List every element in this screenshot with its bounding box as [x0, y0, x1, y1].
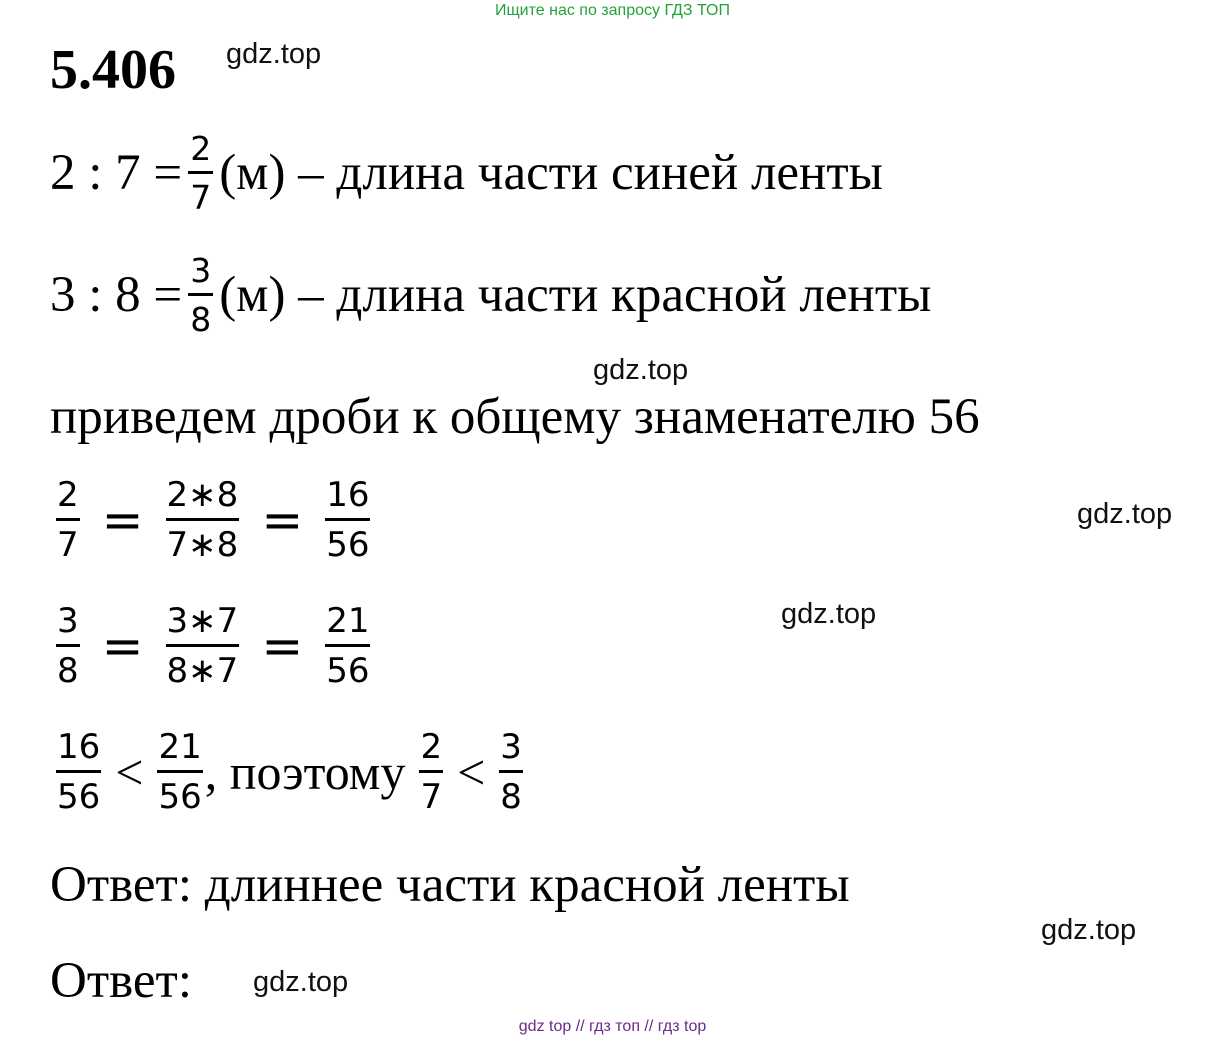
numerator: 2∗8 [166, 475, 239, 515]
equals-sign: = [101, 617, 144, 675]
numerator: 3 [57, 601, 79, 641]
numerator: 21 [326, 601, 370, 641]
watermark: gdz.top [226, 38, 322, 70]
answer-line [50, 856, 850, 914]
line-text: , поэтому [204, 744, 406, 800]
equals-sign: = [101, 491, 144, 549]
fraction-bar [166, 518, 240, 521]
fraction [188, 129, 213, 217]
fraction-bar [499, 770, 523, 773]
watermark: gdz.top [781, 598, 877, 630]
fraction-bar [166, 644, 240, 647]
denominator: 8 [190, 300, 212, 339]
answer-text: Ответ: [50, 953, 192, 1009]
line-text: (м) – длина части красной ленты [219, 267, 932, 323]
division-expression: 2 : 7 = [50, 145, 183, 201]
numerator: 16 [326, 475, 370, 515]
numerator: 21 [158, 727, 202, 767]
fraction-bar [56, 770, 101, 773]
fraction [56, 475, 80, 565]
answer-label [50, 952, 192, 1010]
fraction [325, 601, 370, 691]
denominator: 8∗7 [166, 651, 239, 691]
fraction [56, 727, 101, 817]
denominator: 7 [57, 525, 79, 565]
comparison-line [50, 727, 529, 817]
fraction-bar [188, 293, 213, 296]
top-banner: Ищите нас по запросу ГДЗ ТОП [495, 2, 730, 19]
denominator: 7 [190, 178, 212, 217]
fraction [56, 601, 80, 691]
fraction [157, 727, 202, 817]
equals-sign: = [261, 617, 304, 675]
numerator: 2 [190, 129, 212, 168]
fraction [325, 475, 370, 565]
fraction-bar [56, 518, 80, 521]
numerator: 3 [500, 727, 522, 767]
numerator: 3∗7 [166, 601, 239, 641]
equation-3-8 [50, 601, 376, 691]
denominator: 56 [326, 651, 370, 691]
division-expression: 3 : 8 = [50, 267, 183, 323]
solution-line-blue [50, 129, 883, 217]
watermark: gdz.top [1041, 914, 1137, 946]
line-text: (м) – длина части синей ленты [219, 145, 883, 201]
exercise-number: 5.406 [50, 39, 176, 101]
fraction-bar [325, 518, 370, 521]
less-than-sign: < [115, 744, 144, 800]
denominator: 8 [57, 651, 79, 691]
denominator: 56 [158, 777, 202, 817]
numerator: 16 [57, 727, 101, 767]
footer-links: gdz top // гдз топ // гдз top [518, 1018, 707, 1035]
fraction [166, 475, 240, 565]
fraction [166, 601, 240, 691]
fraction [188, 251, 213, 339]
fraction-bar [325, 644, 370, 647]
fraction-bar [419, 770, 443, 773]
fraction-bar [56, 644, 80, 647]
denominator: 56 [326, 525, 370, 565]
fraction [499, 727, 523, 817]
common-denominator-text [50, 388, 980, 446]
numerator: 2 [420, 727, 443, 767]
denominator: 7∗8 [166, 525, 239, 565]
equals-sign: = [261, 491, 304, 549]
watermark: gdz.top [1077, 498, 1173, 530]
watermark: gdz.top [253, 966, 349, 998]
answer-text: Ответ: длиннее части красной ленты [50, 857, 850, 913]
denominator: 8 [500, 777, 522, 817]
less-than-sign: < [457, 744, 486, 800]
watermark: gdz.top [593, 354, 689, 386]
denominator: 56 [57, 777, 101, 817]
numerator: 2 [57, 475, 79, 515]
fraction [419, 727, 443, 817]
fraction-bar [188, 171, 213, 174]
numerator: 3 [190, 251, 212, 290]
line-text: приведем дроби к общему знаменателю 56 [50, 389, 980, 445]
fraction-bar [157, 770, 202, 773]
equation-2-7 [50, 475, 376, 565]
solution-line-red [50, 251, 932, 339]
denominator: 7 [420, 777, 443, 817]
